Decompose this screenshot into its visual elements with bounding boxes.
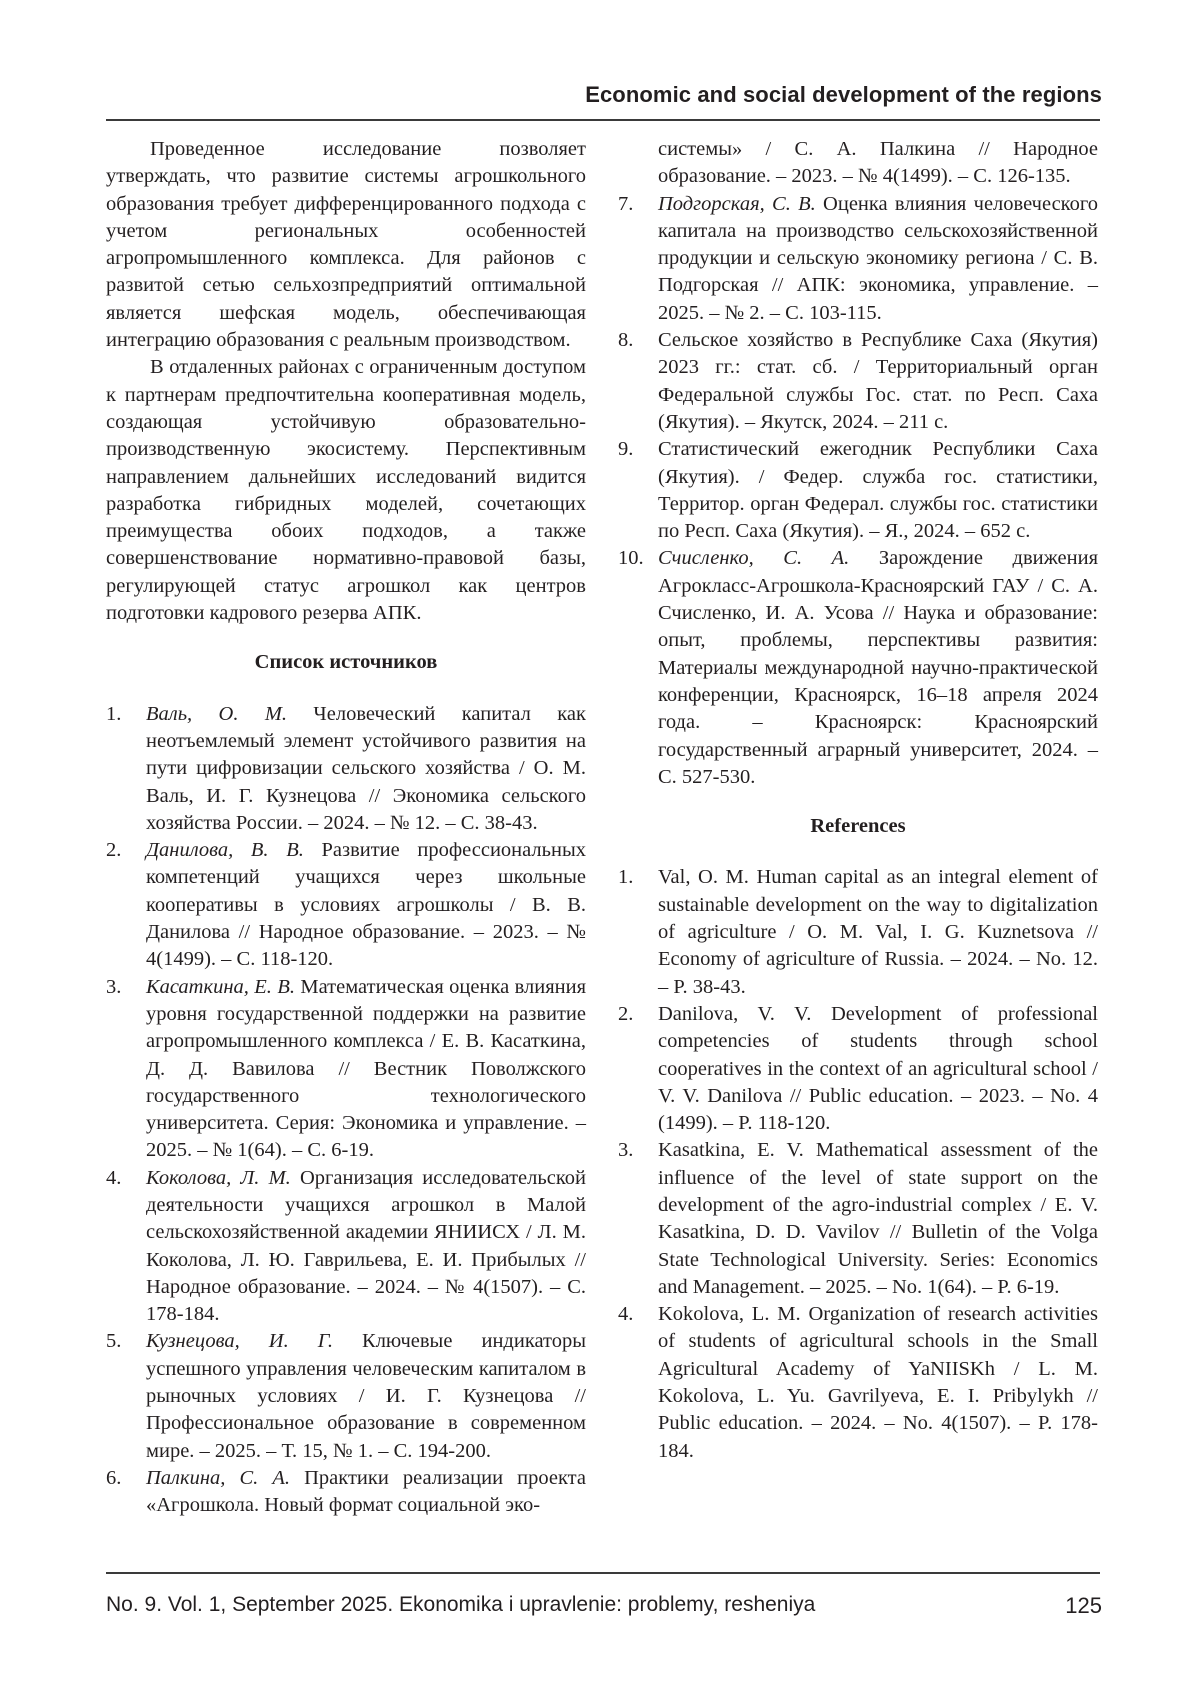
source-text: Математическая оценка влияния уровня государственной поддержки на развитие агропромышленного комплекса / Е. В. Касаткина, Д. Д. Вавилова // Вестник Поволжского государственного технологического университета. Серия: Экономика и управление. – 2025. – № 1(64). – С. 6-19. bbox=[146, 975, 586, 1162]
source-item bbox=[106, 701, 586, 837]
reference-item bbox=[618, 1301, 1098, 1465]
source-text: Статистический ежегодник Республики Саха (Якутия). / Федер. служба гос. статистики, Территор. орган Федерал. службы гос. статистики по Респ. Саха (Якутия). – Я., 2024. – 652 с. bbox=[658, 438, 1098, 543]
right-column bbox=[618, 136, 1098, 1465]
source-author: Кузнецова, И. Г. bbox=[146, 1330, 333, 1353]
source-author: Данилова, В. В. bbox=[146, 839, 304, 862]
source-text: Развитие профессиональных компетенций учащихся через школьные кооперативы в условиях агрошколы / В. В. Данилова // Народное образование. – 2023. – № 4(1499). – С. 118-120. bbox=[146, 839, 586, 971]
source-item bbox=[618, 191, 1098, 327]
source-author: Счисленко, С. А. bbox=[658, 547, 850, 570]
body-paragraph: В отдаленных районах с ограниченным доступом к партнерам предпочтительна кооперативная модель, создающая устойчивую образовательно-производственную экосистему. Перспективным направлением дальнейших исследований видится разработка гибридных моделей, сочетающих преимущества обоих подходов, а также совершенствование нормативно-правовой базы, регулирующей статус агрошкол как центров подготовки кадрового резерва АПК. bbox=[106, 356, 586, 625]
source-number: 6. bbox=[106, 1466, 122, 1489]
source-text: Зарождение движения Агрокласс-Агрошкола-Красноярский ГАУ / С. А. Счисленко, И. А. Усова // Наука и образование: опыт, проблемы, перспективы развития: Материалы международной научно-практической конференции, Красноярск, 16–18 апреля 2024 года. – Красноярск: Красноярский государственный аграрный университет, 2024. – С. 527-530. bbox=[658, 547, 1098, 788]
source-text: Человеческий капитал как неотъемлемый элемент устойчивого развития на пути цифровизации сельского хозяйства / О. М. Валь, И. Г. Кузнецова // Экономика сельского хозяйства России. – 2024. – № 12. – С. 38-43. bbox=[146, 702, 586, 834]
sources-list bbox=[106, 701, 586, 1520]
reference-item bbox=[618, 1137, 1098, 1301]
reference-text: Kasatkina, E. V. Mathematical assessment of the influence of the level of state support on the development of the agro-industrial complex / E. V. Kasatkina, D. D. Vavilov // Bulletin of the Volga State Technological University. Series: Economics and Management. – 2025. – No. 1(64). – P. 6-19. bbox=[658, 1139, 1098, 1298]
source-item bbox=[106, 837, 586, 973]
source-author: Касаткина, Е. В. bbox=[146, 975, 295, 998]
reference-number: 2. bbox=[618, 1002, 634, 1025]
sources-heading: Список источников bbox=[254, 651, 438, 674]
source-number: 10. bbox=[618, 547, 644, 570]
source-text: Ключевые индикаторы успешного управления человеческим капиталом в рыночных условиях / И. Г. Кузнецова // Профессиональное образование в современном мире. – 2025. – Т. 15, № 1. – С. 194-200. bbox=[146, 1330, 586, 1462]
source-text: Практики реализации проекта «Агрошкола. Новый формат социальной эко- bbox=[146, 1466, 586, 1517]
source-author: Коколова, Л. М. bbox=[146, 1166, 291, 1189]
source-item bbox=[106, 974, 586, 1165]
source-item bbox=[618, 545, 1098, 791]
source-number: 5. bbox=[106, 1330, 122, 1353]
reference-text: Kokolova, L. M. Organization of research activities of students of agricultural schools in the Small Agricultural Academy of YaNIISKh / L. M. Kokolova, L. Yu. Gavrilyeva, E. I. Pribylykh // Public education. – 2024. – No. 4(1507). – P. 178-184. bbox=[658, 1303, 1098, 1462]
source-item bbox=[618, 327, 1098, 436]
source-text: Оценка влияния человеческого капитала на производство сельскохозяйственной продукции и сельскую экономику региона / С. В. Подгорская // АПК: экономика, управление. – 2025. – № 2. – С. 103-115. bbox=[658, 192, 1099, 324]
source-number: 1. bbox=[106, 702, 122, 725]
source-author: Подгорская, С. В. bbox=[658, 192, 816, 215]
sources-list-continued bbox=[618, 191, 1098, 792]
source-number: 9. bbox=[618, 438, 634, 461]
source-author: Валь, О. М. bbox=[146, 702, 288, 725]
left-column bbox=[106, 136, 586, 1520]
source-item-continuation: системы» / С. А. Палкина // Народное образование. – 2023. – № 4(1499). – С. 126-135. bbox=[658, 138, 1098, 188]
references-heading: References bbox=[810, 815, 906, 838]
reference-text: Val, O. M. Human capital as an integral element of sustainable development on the way to digitalization of agriculture / O. M. Val, I. G. Kuznetsova // Economy of agriculture of Russia. – 2024. – No. 12. – P. 38-43. bbox=[658, 866, 1098, 998]
references-list bbox=[618, 864, 1098, 1465]
source-item bbox=[106, 1165, 586, 1329]
source-item bbox=[618, 436, 1098, 545]
footer-rule bbox=[106, 1572, 1100, 1574]
source-number: 3. bbox=[106, 975, 122, 998]
source-author: Палкина, С. А. bbox=[146, 1466, 291, 1489]
header-rule bbox=[106, 119, 1100, 121]
source-number: 7. bbox=[618, 192, 634, 215]
reference-number: 3. bbox=[618, 1139, 634, 1162]
reference-item bbox=[618, 1001, 1098, 1137]
footer-journal-info: No. 9. Vol. 1, September 2025. Ekonomika i upravlenie: problemy, resheniya bbox=[106, 1593, 816, 1616]
reference-number: 1. bbox=[618, 866, 634, 889]
reference-text: Danilova, V. V. Development of professional competencies of students through school cooperatives in the context of an agricultural school / V. V. Danilova // Public education. – 2023. – No. 4 (1499). – P. 118-120. bbox=[658, 1002, 1098, 1135]
page-number: 125 bbox=[1065, 1593, 1102, 1618]
source-text: Сельское хозяйство в Республике Саха (Якутия) 2023 гг.: стат. сб. / Территориальный орган Федеральной службы Гос. стат. по Респ. Саха (Якутия). – Якутск, 2024. – 211 с. bbox=[658, 329, 1098, 433]
body-paragraph: Проведенное исследование позволяет утверждать, что развитие системы агрошкольного образования требует дифференцированного подхода с учетом региональных особенностей агропромышленного комплекса. Для районов с развитой сетью сельхозпредприятий оптимальной является шефская модель, обеспечивающая интеграцию образования с реальным производством. bbox=[106, 138, 586, 352]
reference-item bbox=[618, 864, 1098, 1000]
reference-number: 4. bbox=[618, 1303, 634, 1326]
running-header-title: Economic and social development of the regions bbox=[585, 82, 1102, 107]
source-number: 4. bbox=[106, 1166, 122, 1189]
source-number: 2. bbox=[106, 839, 122, 862]
source-text: Организация исследовательской деятельности учащихся агрошкол в Малой сельскохозяйственной академии ЯНИИСХ / Л. М. Коколова, Л. Ю. Гаврильева, Е. И. Прибылых // Народное образование. – 2024. – № 4(1507). – С. 178-184. bbox=[146, 1166, 586, 1326]
source-number: 8. bbox=[618, 329, 634, 352]
source-item bbox=[106, 1328, 586, 1464]
source-item bbox=[106, 1465, 586, 1520]
